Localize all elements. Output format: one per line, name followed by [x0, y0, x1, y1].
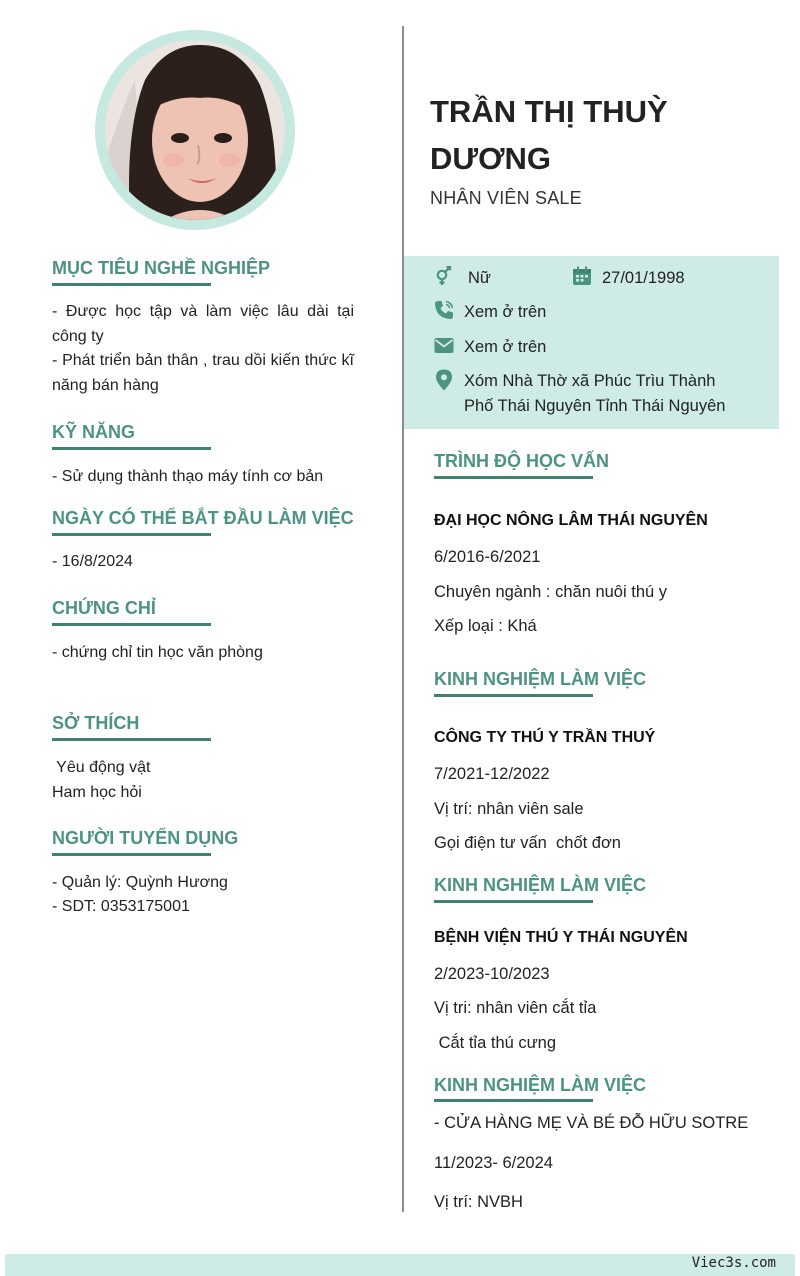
experience-3-position: Vị trí: NVBH	[434, 1193, 523, 1211]
education-period: 6/2016-6/2021	[434, 548, 541, 566]
start-date-line-1: - 16/8/2024	[52, 553, 133, 570]
certificates-title: CHỨNG CHỈ	[52, 598, 156, 618]
education-underline	[434, 476, 593, 479]
avatar	[105, 40, 285, 220]
column-divider	[402, 26, 404, 1212]
references-line-2: - SDT: 0353175001	[52, 898, 190, 915]
objective-title: MỤC TIÊU NGHỀ NGHIỆP	[52, 258, 271, 278]
gender-value: Nữ	[468, 269, 491, 287]
hobbies-line-1: Yêu động vật	[52, 759, 151, 776]
experience-2-period: 2/2023-10/2023	[434, 965, 550, 983]
references-title: NGƯỜI TUYỂN DỤNG	[52, 828, 239, 848]
calendar-icon	[572, 266, 592, 286]
experience-2-position: Vị tri: nhân viên cắt tỉa	[434, 999, 597, 1017]
skills-line-1: - Sử dụng thành thạo máy tính cơ bản	[52, 468, 324, 485]
experience-1-title: KINH NGHIỆM LÀM VIỆC	[434, 669, 647, 689]
start-date-underline	[52, 533, 211, 536]
experience-2-title: KINH NGHIỆM LÀM VIỆC	[434, 875, 647, 895]
experience-2-company: BỆNH VIỆN THÚ Y THÁI NGUYÊN	[434, 929, 688, 946]
hobbies-underline	[52, 738, 211, 741]
objective-line-1: - Được học tập và làm việc lâu dài tại công ty	[52, 303, 354, 345]
experience-2-underline	[434, 900, 593, 903]
skills-underline	[52, 447, 211, 450]
job-title: NHÂN VIÊN SALE	[430, 188, 582, 208]
experience-3-underline	[434, 1099, 593, 1102]
footer-brand[interactable]: Viec3s.com	[691, 1255, 776, 1271]
certificates-line-1: - chứng chỉ tin học văn phòng	[52, 644, 263, 661]
education-title: TRÌNH ĐỘ HỌC VẤN	[434, 451, 609, 471]
experience-1-duty: Gọi điện tư vấn chốt đơn	[434, 834, 621, 852]
experience-1-company: CÔNG TY THÚ Y TRẦN THUÝ	[434, 729, 656, 746]
candidate-name: TRẦN THỊ THUỲ DƯƠNG	[430, 94, 668, 176]
experience-3-period: 11/2023- 6/2024	[434, 1154, 553, 1172]
experience-1-position: Vị trí: nhân viên sale	[434, 800, 584, 818]
phone-icon	[434, 300, 454, 320]
phone-value: Xem ở trên	[464, 303, 547, 321]
objective-line-2: - Phát triển bản thân , trau dồi kiến thức kĩ năng bán hàng	[52, 352, 354, 394]
location-pin-icon	[435, 369, 455, 389]
gender-icon	[434, 266, 454, 286]
experience-3-company: - CỬA HÀNG MẸ VÀ BÉ ĐỖ HỮU SOTRE	[434, 1114, 749, 1132]
footer-bar	[5, 1254, 795, 1276]
address-line-1: Xóm Nhà Thờ xã Phúc Trìu Thành	[464, 372, 716, 390]
objective-underline	[52, 283, 211, 286]
experience-1-underline	[434, 694, 593, 697]
references-underline	[52, 853, 211, 856]
education-school: ĐẠI HỌC NÔNG LÂM THÁI NGUYÊN	[434, 512, 708, 529]
experience-2-duty: Cắt tỉa thú cưng	[434, 1034, 557, 1052]
references-line-1: - Quản lý: Quỳnh Hương	[52, 874, 228, 891]
education-grade: Xếp loại : Khá	[434, 617, 537, 635]
birthday-value: 27/01/1998	[602, 269, 685, 287]
skills-title: KỸ NĂNG	[52, 422, 136, 442]
experience-1-period: 7/2021-12/2022	[434, 765, 550, 783]
certificates-underline	[52, 623, 211, 626]
hobbies-line-2: Ham học hỏi	[52, 784, 142, 801]
start-date-title: NGÀY CÓ THỂ BẮT ĐẦU LÀM VIỆC	[52, 508, 354, 528]
hobbies-title: SỞ THÍCH	[52, 713, 140, 733]
experience-3-title: KINH NGHIỆM LÀM VIỆC	[434, 1075, 647, 1095]
address-line-2: Phố Thái Nguyên Tỉnh Thái Nguyên	[464, 397, 726, 415]
email-icon	[434, 336, 454, 356]
avatar-photo	[105, 40, 285, 220]
education-major: Chuyên ngành : chăn nuôi thú y	[434, 583, 668, 601]
email-value: Xem ở trên	[464, 338, 547, 356]
